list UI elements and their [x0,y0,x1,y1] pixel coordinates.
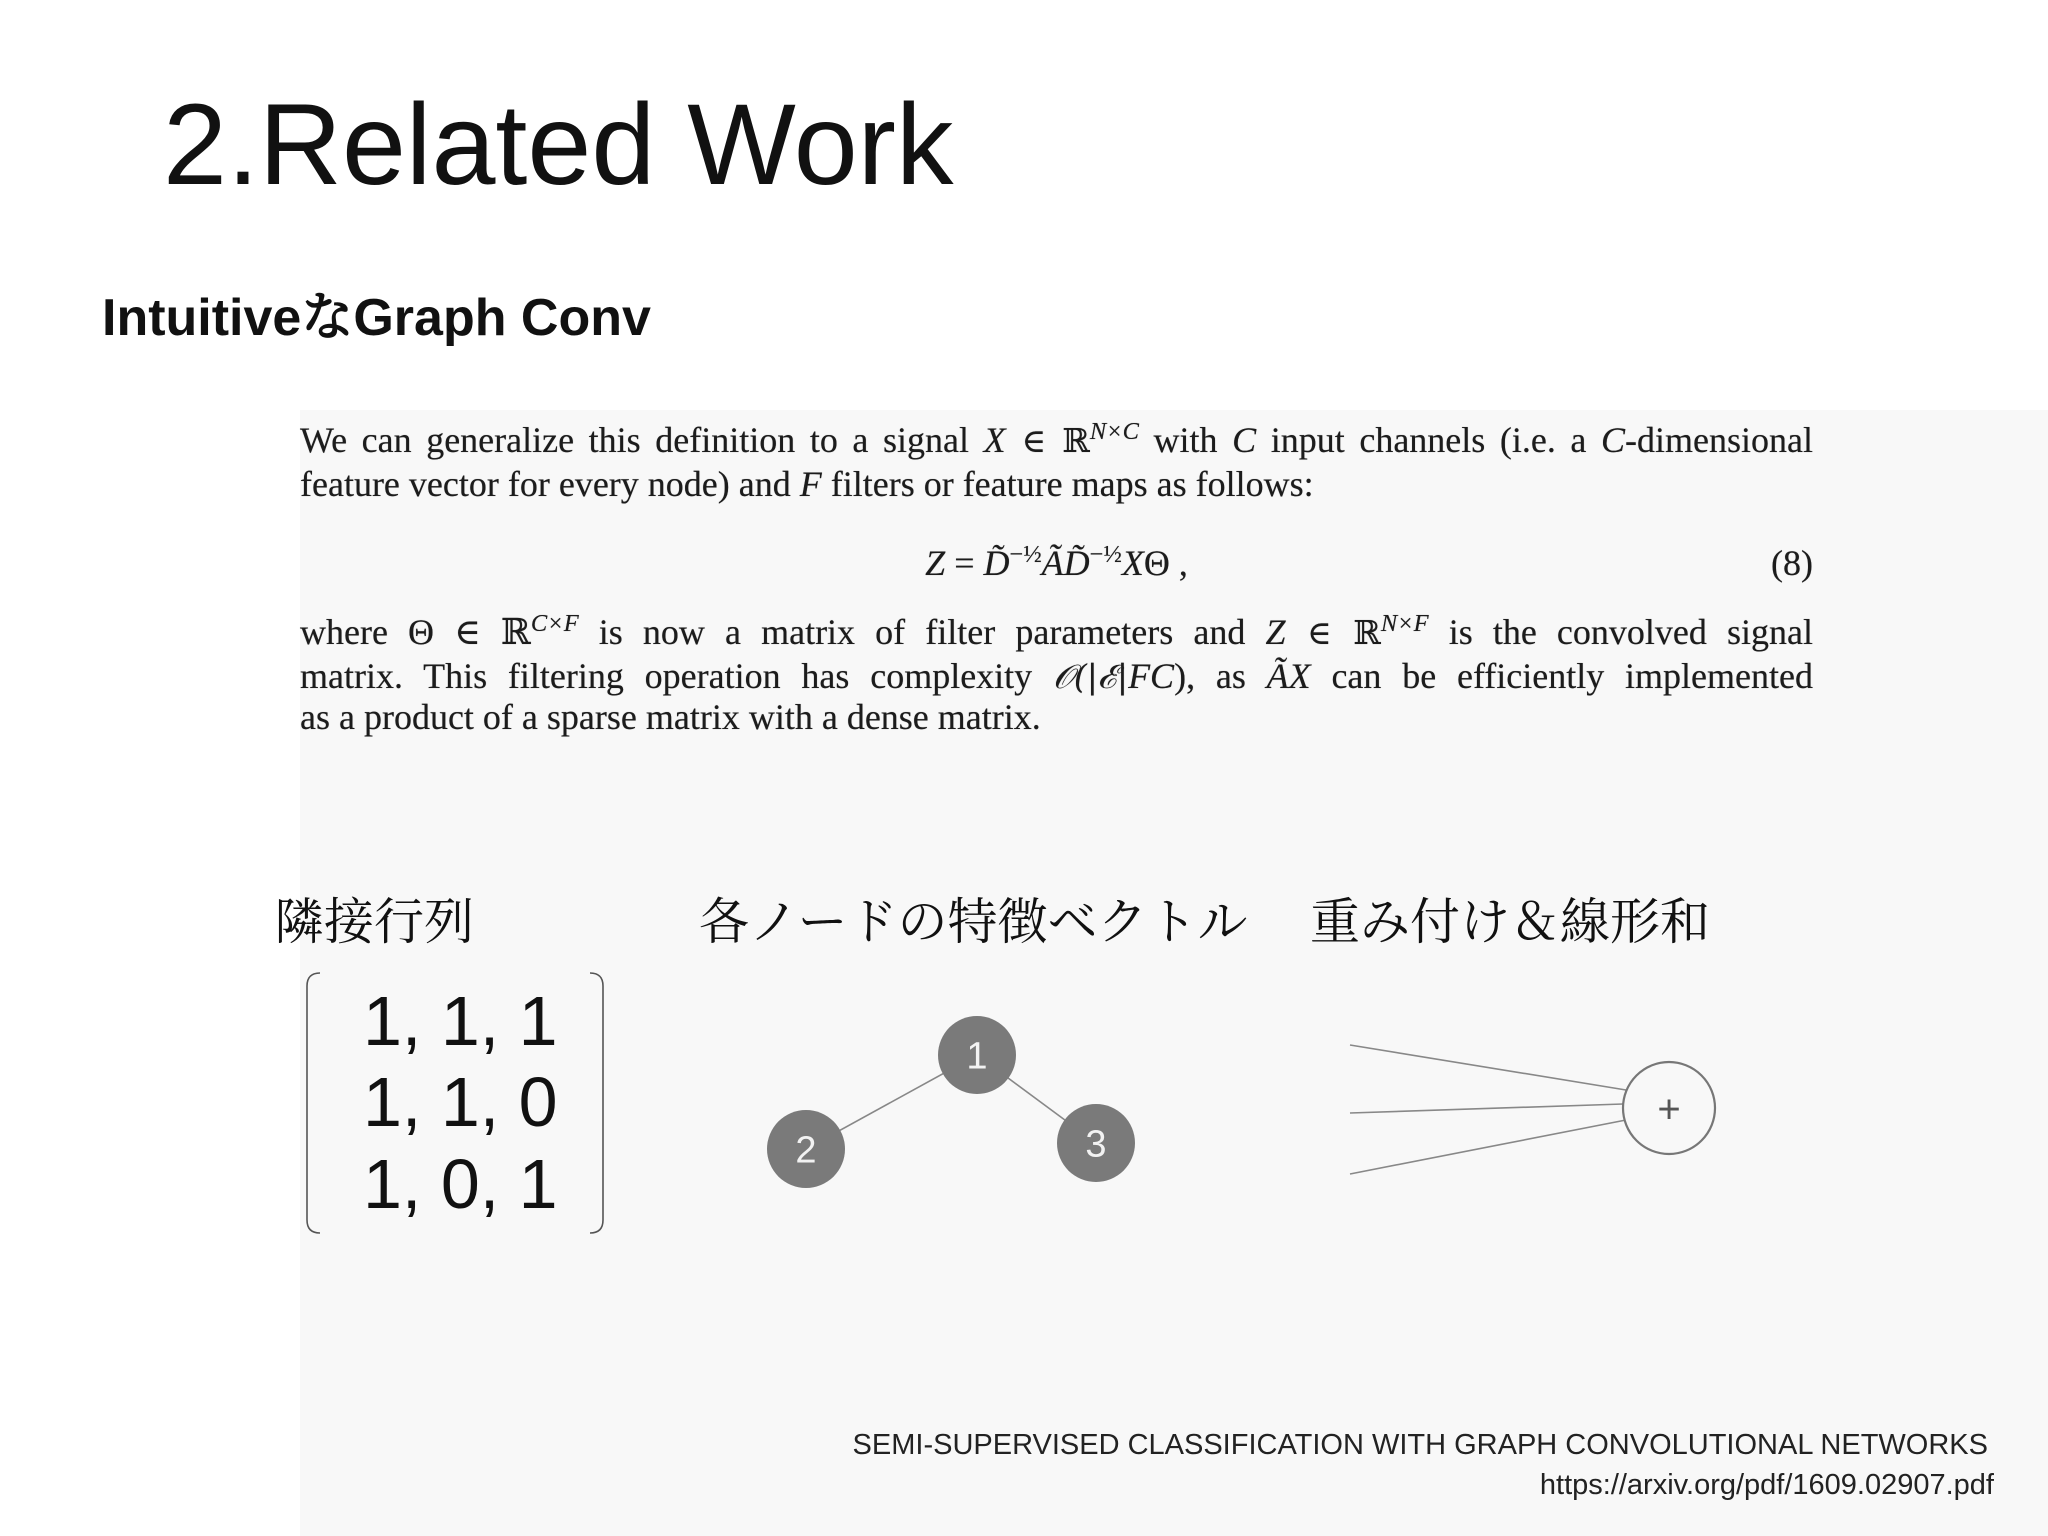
math-expression: 𝒪(|ℰ| [1053,657,1129,696]
math-var: D̃ [1063,543,1090,583]
slide-subtitle: IntuitiveなGraph Conv [102,289,651,347]
math-superscript: −½ [1009,540,1042,568]
graph-node-2 [767,1110,845,1188]
math-var: Z [1265,612,1286,652]
excerpt-text: input channels (i.e. a [1256,420,1601,460]
math-superscript: N×F [1380,609,1429,637]
paper-title-citation: SEMI-SUPERVISED CLASSIFICATION WITH GRAPH CONVOLUTIONAL NETWORKS [852,1429,1988,1461]
matrix-right-bracket [590,973,603,1233]
excerpt-text: We can generalize this definition to a signal [300,420,984,460]
graph-node-label: 2 [795,1129,817,1172]
equation-number: (8) [1771,543,1813,583]
excerpt-text: with [1138,420,1233,460]
math-var: C [1601,420,1626,460]
math-var: ÃX [1266,656,1311,696]
math-symbol: ∈ ℝ [1285,613,1381,652]
math-superscript: −½ [1089,540,1122,568]
matrix-left-bracket [307,973,320,1233]
math-symbol: ∈ ℝ [1005,421,1090,460]
math-symbol: , [1169,543,1188,583]
weighted-sum-label: 重み付け＆線形和 [1310,893,1710,951]
excerpt-text: is now a matrix of filter parameters and [578,612,1266,652]
math-superscript: C×F [530,609,579,637]
math-symbol: Θ [1143,543,1170,583]
excerpt-text: as a product of a sparse matrix with a dense matrix. [300,697,1041,737]
excerpt-text: is the convolved signal [1428,612,1813,652]
excerpt-text: where Θ ∈ ℝ [300,612,531,652]
graph-node-1 [938,1016,1016,1094]
matrix-row-3: 1, 0, 1 [363,1145,558,1223]
math-var: F [799,464,822,504]
paper-url: https://arxiv.org/pdf/1609.02907.pdf [1539,1469,1994,1501]
excerpt-text: matrix. This filtering operation has complexity [300,656,1053,696]
math-var: C [1232,420,1257,460]
graph-node-label: 3 [1085,1123,1107,1166]
math-var: Ã [1041,543,1064,583]
excerpt-text: feature vector for every node) and [300,464,800,504]
excerpt-text: filters or feature maps as follows: [821,464,1314,504]
math-var: X [1121,543,1144,583]
sum-input-line-2 [1350,1104,1623,1113]
math-var: X [983,420,1006,460]
math-var: D̃ [983,543,1010,583]
sum-input-line-1 [1350,1045,1626,1090]
slide-title: 2.Related Work [163,81,954,209]
plus-icon: + [1657,1087,1681,1132]
sum-input-line-3 [1350,1120,1626,1174]
adjacency-matrix-label: 隣接行列 [274,893,474,951]
node-features-label: 各ノードの特徴ベクトル [699,893,1248,951]
math-symbol: = [945,543,984,583]
matrix-row-2: 1, 1, 0 [363,1063,558,1141]
matrix-row-1: 1, 1, 1 [363,982,558,1060]
math-var: Z [925,543,946,583]
excerpt-text: ), as [1174,656,1267,696]
graph-node-label: 1 [966,1035,988,1078]
excerpt-text: -dimensional [1625,420,1813,460]
math-superscript: N×C [1089,417,1139,445]
graph-node-3 [1057,1104,1135,1182]
math-var: FC [1128,656,1175,696]
excerpt-text: can be efficiently implemented [1310,656,1813,696]
